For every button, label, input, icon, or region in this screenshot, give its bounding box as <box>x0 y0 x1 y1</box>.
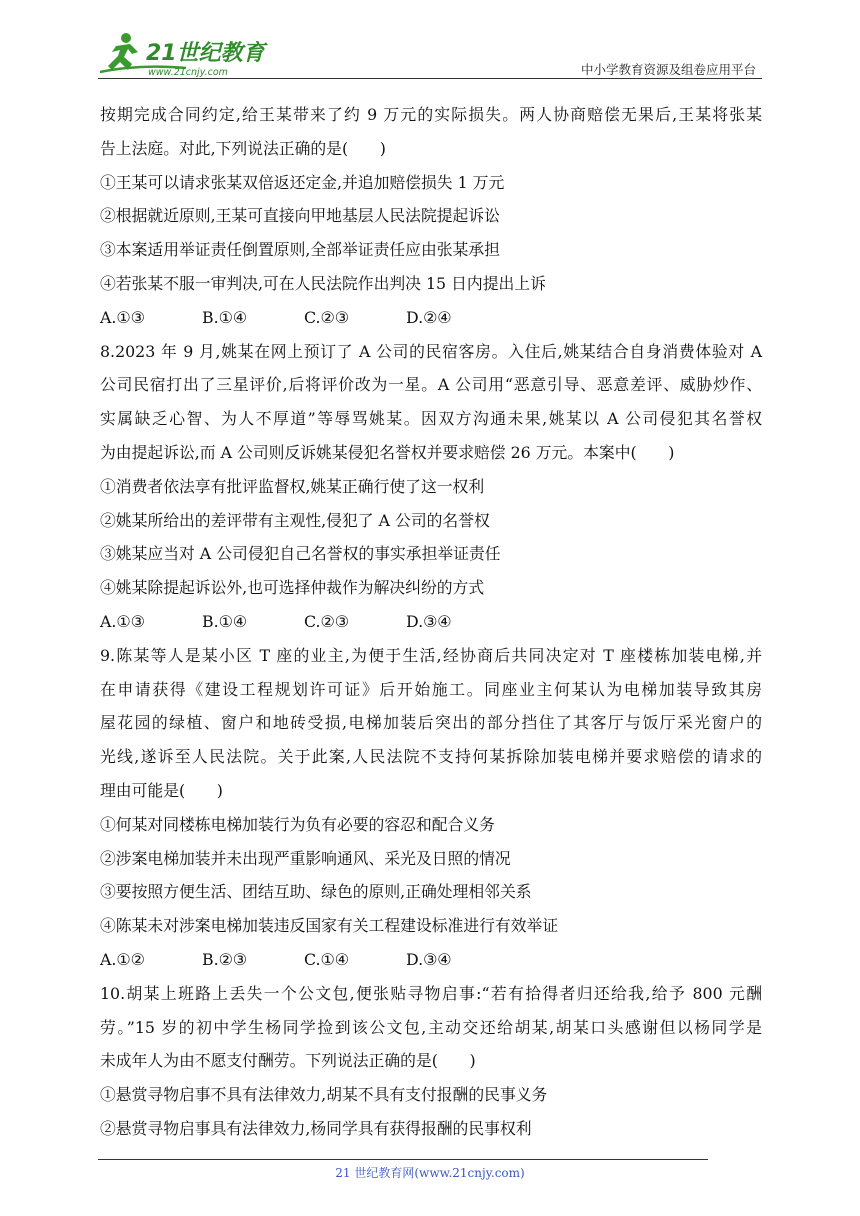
answer-options <box>100 301 762 335</box>
text-line: ①悬赏寻物启事不具有法律效力,胡某不具有支付报酬的民事义务 <box>100 1085 548 1105</box>
text-line: 8.2023 年 9 月,姚某在网上预订了 A 公司的民宿客房。入住后,姚某结合自身消费体验对 A <box>100 341 762 361</box>
text-line: 实属缺乏心智、为人不厚道”等辱骂姚某。因双方沟通未果,姚某以 A 公司侵犯其名誉权 <box>100 409 762 429</box>
text-line: 屋花园的绿植、窗户和地砖受损,电梯加装后突出的部分挡住了其客厅与饭厅采光窗户的 <box>100 713 762 733</box>
text-line: ④陈某未对涉案电梯加装违反国家有关工程建设标准进行有效举证 <box>100 916 559 936</box>
answer-options <box>100 943 762 977</box>
answer-option[interactable]: A.①② <box>100 949 145 969</box>
text-line: 在申请获得《建设工程规划许可证》后开始施工。同座业主何某认为电梯加装导致其房 <box>100 679 762 699</box>
text-line: 9.陈某等人是某小区 T 座的业主,为便于生活,经协商后共同决定对 T 座楼栋加装电梯,并 <box>100 645 762 665</box>
page-header <box>98 30 762 86</box>
site-logo[interactable] <box>98 30 268 80</box>
text-line: 未成年人为由不愿支付酬劳。下列说法正确的是( ) <box>100 1051 476 1071</box>
text-line: ②姚某所给出的差评带有主观性,侵犯了 A 公司的名誉权 <box>100 510 490 530</box>
text-line: ②涉案电梯加装并未出现严重影响通风、采光及日照的情况 <box>100 848 511 868</box>
answer-option[interactable]: D.③④ <box>406 611 452 631</box>
text-line: ④姚某除提起诉讼外,也可选择仲裁作为解决纠纷的方式 <box>100 578 485 598</box>
text-line: ③要按照方便生活、团结互助、绿色的原则,正确处理相邻关系 <box>100 882 532 902</box>
footer-source[interactable]: 21 世纪教育网(www.21cnjy.com) <box>335 1166 525 1180</box>
text-line: ②根据就近原则,王某可直接向甲地基层人民法院提起诉讼 <box>100 206 500 226</box>
answer-option[interactable]: A.①③ <box>100 307 145 327</box>
text-line: ①何某对同楼栋电梯加装行为负有必要的容忍和配合义务 <box>100 814 495 834</box>
text-line: 告上法庭。对此,下列说法正确的是( ) <box>100 138 386 158</box>
text-line: 10.胡某上班路上丢失一个公文包,便张贴寻物启事:“若有拾得者归还给我,给予 800 元酬 <box>100 983 762 1003</box>
text-line: ①王某可以请求张某双倍返还定金,并追加赔偿损失 1 万元 <box>100 172 505 192</box>
footer-divider <box>98 1159 708 1160</box>
text-line: 公司民宿打出了三星评价,后将评价改为一星。A 公司用“恶意引导、恶意差评、威胁炒作、 <box>100 375 762 395</box>
logo-url-text: www.21cnjy.com <box>148 67 228 78</box>
answer-option[interactable]: C.②③ <box>304 307 349 327</box>
platform-name: 中小学教育资源及组卷应用平台 <box>580 62 756 77</box>
answer-option[interactable]: D.②④ <box>406 307 452 327</box>
text-line: 光线,遂诉至人民法院。关于此案,人民法院不支持何某拆除加装电梯并要求赔偿的请求的 <box>100 747 762 767</box>
text-line: ③本案适用举证责任倒置原则,全部举证责任应由张某承担 <box>100 240 500 260</box>
text-line: 按期完成合同约定,给王某带来了约 9 万元的实际损失。两人协商赔偿无果后,王某将张某 <box>100 105 762 124</box>
text-line: ②悬赏寻物启事具有法律效力,杨同学具有获得报酬的民事权利 <box>100 1118 532 1138</box>
answer-option[interactable]: B.②③ <box>202 949 247 969</box>
answer-option[interactable]: C.②③ <box>304 611 349 631</box>
text-line: ④若张某不服一审判决,可在人民法院作出判决 15 日内提出上诉 <box>100 273 546 293</box>
answer-option[interactable]: A.①③ <box>100 611 145 631</box>
answer-option[interactable]: D.③④ <box>406 949 452 969</box>
answer-option[interactable]: B.①④ <box>202 307 247 327</box>
text-line: 为由提起诉讼,而 A 公司则反诉姚某侵犯名誉权并要求赔偿 26 万元。本案中( ) <box>100 442 675 462</box>
text-line: ①消费者依法享有批评监督权,姚某正确行使了这一权利 <box>100 476 485 496</box>
text-line: 理由可能是( ) <box>100 780 223 800</box>
answer-options <box>100 605 762 639</box>
runner-logo-icon <box>98 30 268 80</box>
text-line: 劳。”15 岁的初中学生杨同学捡到该公文包,主动交还给胡某,胡某口头感谢但以杨同学是 <box>100 1017 762 1037</box>
text-line: ③姚某应当对 A 公司侵犯自己名誉权的事实承担举证责任 <box>100 544 501 564</box>
logo-main-text: 21世纪教育 <box>146 41 265 66</box>
header-divider <box>98 78 762 79</box>
answer-option[interactable]: C.①④ <box>304 949 349 969</box>
answer-option[interactable]: B.①④ <box>202 611 247 631</box>
document-body <box>100 98 762 1146</box>
